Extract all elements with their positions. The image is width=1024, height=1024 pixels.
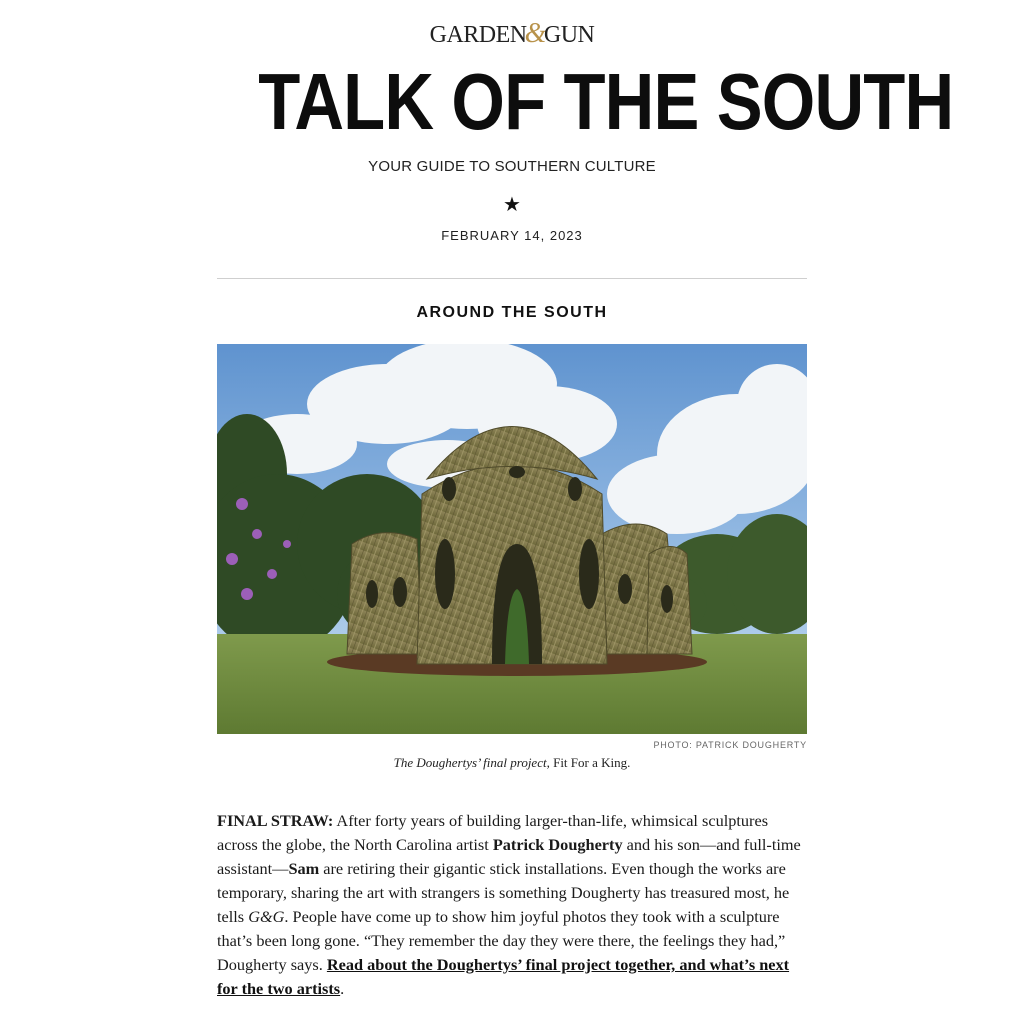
section-heading: AROUND THE SOUTH (416, 304, 608, 321)
issue-date: FEBRUARY 14, 2023 (441, 228, 583, 243)
artist-name: Patrick Dougherty (492, 835, 623, 854)
tagline: YOUR GUIDE TO SOUTHERN CULTURE (368, 158, 656, 175)
publication-name: G&G (248, 907, 285, 926)
caption-rest: Fit For a King. (549, 755, 631, 770)
feature-photo[interactable] (217, 344, 807, 734)
read-more-link[interactable]: Read about the Doughertys’ final project together, and what’s next for the two artists (217, 955, 790, 998)
caption-italic: The Doughertys’ final project, (393, 755, 550, 770)
article-body: FINAL STRAW: After forty years of building larger-than-life, whimsical sculptures across the globe, the North Carolina artist Patrick Dougherty and his son—and full-time assistant—Sam are retiring their gigantic stick installations. Even though the works are temporary, sharing the art with strangers is something Dougherty has treasured most, he tells G&G. People have come up to show him joyful photos they took with a sculpture that’s been long gone. “They remember the day they were there, the feelings they had,” Dougherty says. Read about the Doughertys’ final project together, and what’s next for the two artists. (217, 811, 801, 998)
divider (217, 278, 807, 279)
masthead-title: TALK OF THE SOUTH (258, 57, 954, 146)
assistant-name: Sam (288, 859, 320, 878)
star-icon: ★ (503, 192, 521, 216)
photo-caption (217, 755, 807, 771)
photo-credit: PHOTO: PATRICK DOUGHERTY (653, 740, 807, 750)
garden-and-gun-logo[interactable]: GARDEN&GUN (429, 18, 595, 49)
lead-in: FINAL STRAW: (217, 811, 334, 830)
